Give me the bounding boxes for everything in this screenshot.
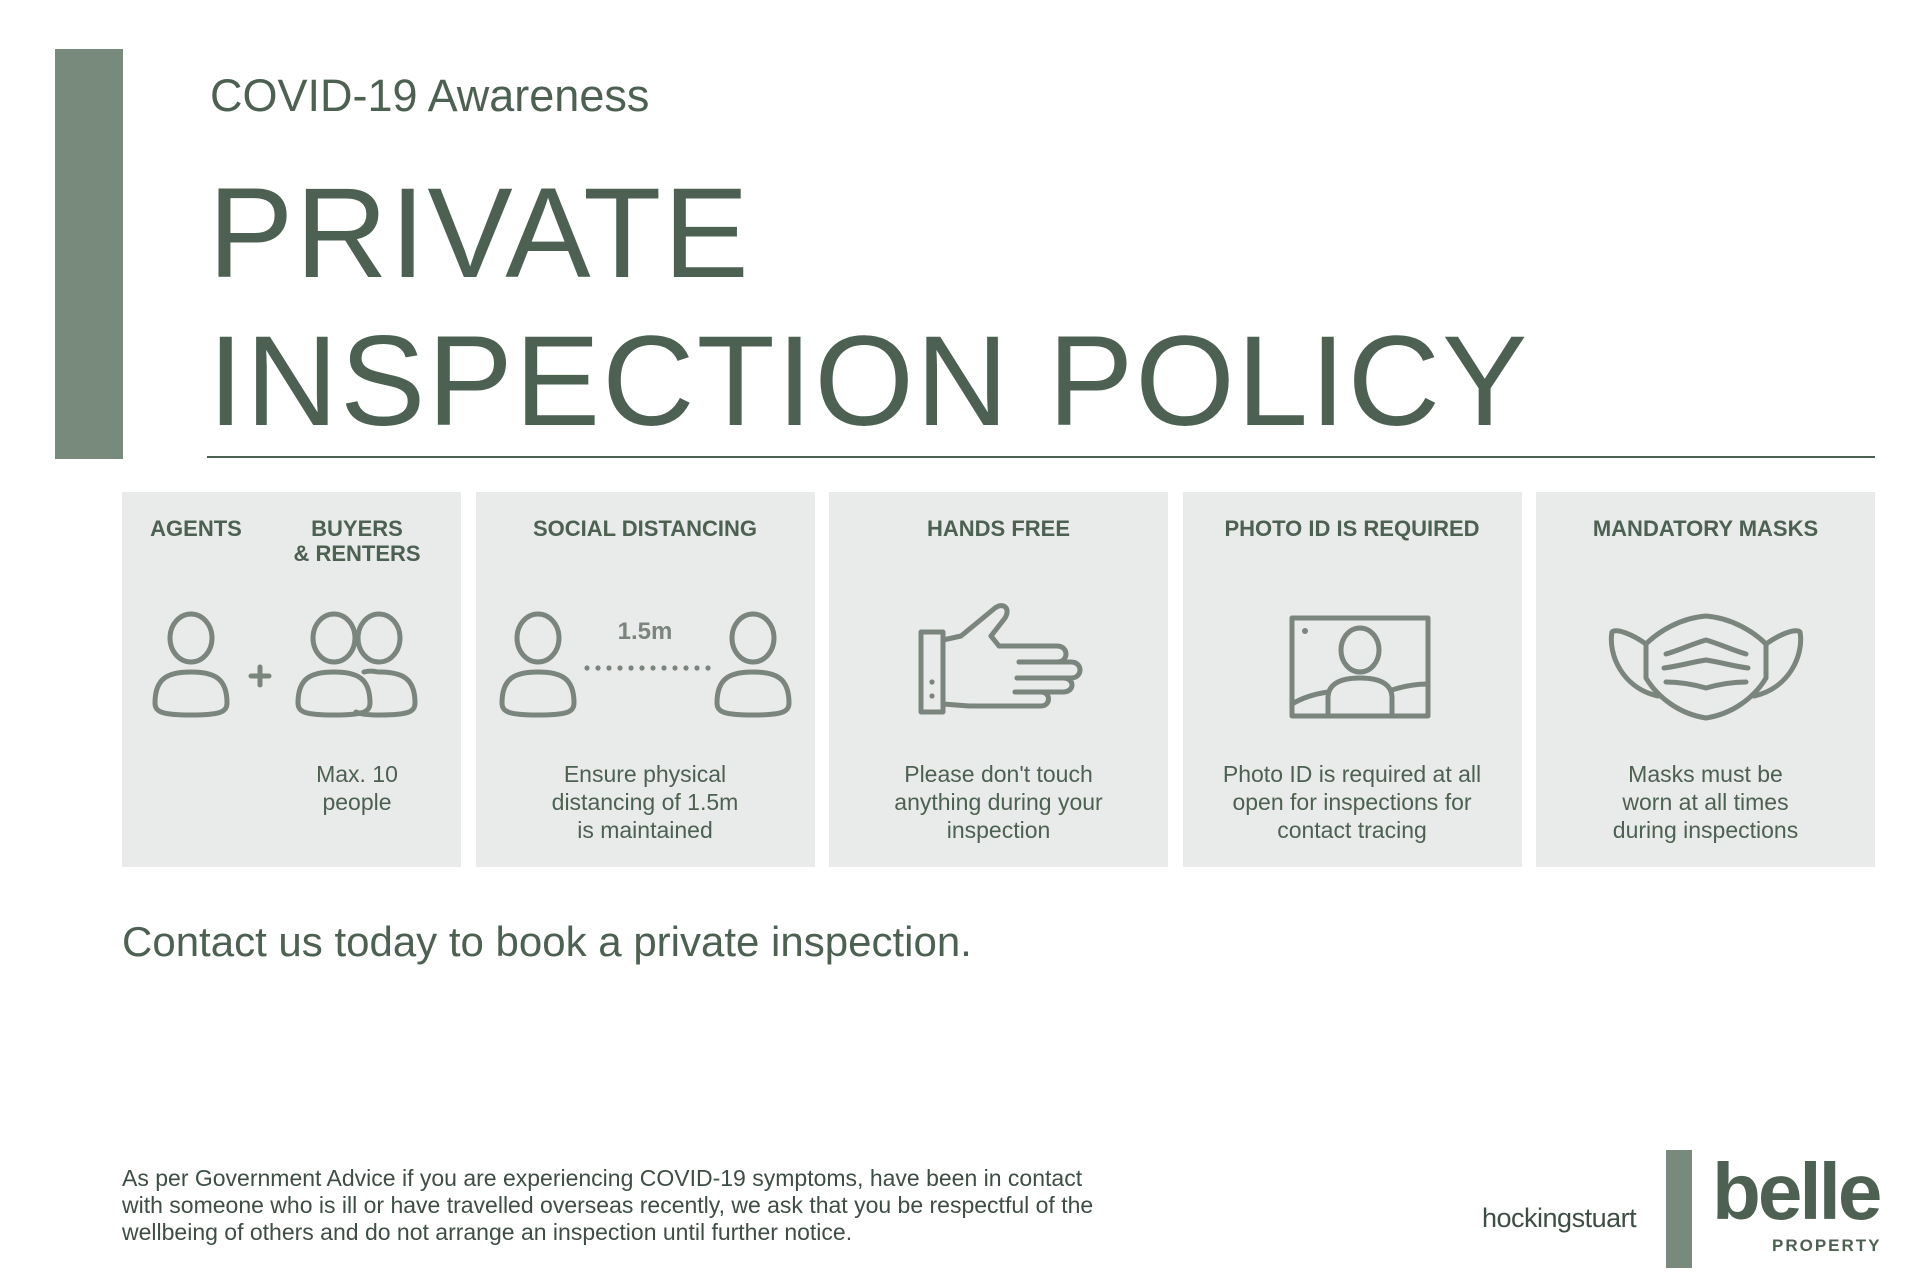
card-title: MANDATORY MASKS — [1592, 516, 1819, 541]
photo-id-text-line2: open for inspections for — [1232, 789, 1472, 815]
belle-property-label: PROPERTY — [1772, 1236, 1882, 1255]
card-photo-id — [1183, 492, 1522, 867]
belle-logo: belle — [1712, 1147, 1880, 1236]
disclaimer-line3: wellbeing of others and do not arrange an inspection until further notice. — [122, 1219, 853, 1245]
buyers-heading-line1: BUYERS — [311, 516, 403, 541]
photo-id-icon — [1288, 614, 1433, 722]
social-distancing-text-line3: is maintained — [577, 817, 713, 843]
policy-cards — [122, 492, 1875, 867]
title-line-2: INSPECTION POLICY — [208, 310, 1530, 453]
page-title — [208, 160, 1529, 456]
card-hands-free — [829, 492, 1168, 867]
hands-free-text-line1: Please don't touch — [904, 761, 1093, 787]
agents-heading: AGENTS — [150, 516, 242, 541]
title-divider — [207, 456, 1875, 458]
attendance-text-line2: people — [322, 789, 392, 815]
card-attendance — [122, 492, 461, 867]
social-distancing-text-line1: Ensure physical — [563, 761, 727, 787]
masks-text-line3: during inspections — [1612, 817, 1799, 843]
buyers-renters-heading — [282, 516, 432, 566]
card-masks — [1536, 492, 1875, 867]
disclaimer — [122, 1165, 1093, 1246]
card-title: HANDS FREE — [926, 516, 1070, 541]
card-social-distancing — [476, 492, 815, 867]
people-icon — [152, 610, 437, 720]
hockingstuart-logo: hockingstuart — [1482, 1203, 1637, 1233]
accent-bar — [55, 49, 123, 459]
disclaimer-line2: with someone who is ill or have travelled overseas recently, we ask that you be respectful of the — [122, 1192, 1094, 1218]
attendance-text — [282, 760, 432, 816]
hand-icon — [917, 600, 1087, 720]
photo-id-text — [1183, 760, 1522, 844]
masks-text-line1: Masks must be — [1628, 761, 1783, 787]
subtitle: COVID-19 Awareness — [210, 70, 650, 121]
contact-cta: Contact us today to book a private inspection. — [122, 918, 972, 965]
hands-free-text-line3: inspection — [946, 817, 1051, 843]
mask-icon — [1608, 610, 1804, 722]
photo-id-text-line1: Photo ID is required at all — [1222, 761, 1482, 787]
social-distance-icon — [498, 610, 793, 720]
card-title: PHOTO ID IS REQUIRED — [1224, 516, 1480, 541]
buyers-heading-line2: & RENTERS — [293, 541, 421, 566]
title-line-1: PRIVATE — [208, 162, 751, 305]
disclaimer-line1: As per Government Advice if you are experiencing COVID-19 symptoms, have been in contact — [122, 1165, 1083, 1191]
distance-label: 1.5m — [617, 618, 673, 645]
masks-text-line2: worn at all times — [1622, 789, 1789, 815]
photo-id-text-line3: contact tracing — [1277, 817, 1427, 843]
social-distancing-text — [476, 760, 815, 844]
card-title: SOCIAL DISTANCING — [532, 516, 758, 541]
hands-free-text-line2: anything during your — [894, 789, 1103, 815]
social-distancing-text-line2: distancing of 1.5m — [551, 789, 739, 815]
masks-text — [1536, 760, 1875, 844]
logo-divider — [1666, 1150, 1692, 1268]
attendance-text-line1: Max. 10 — [316, 761, 398, 787]
hands-free-text — [829, 760, 1168, 844]
